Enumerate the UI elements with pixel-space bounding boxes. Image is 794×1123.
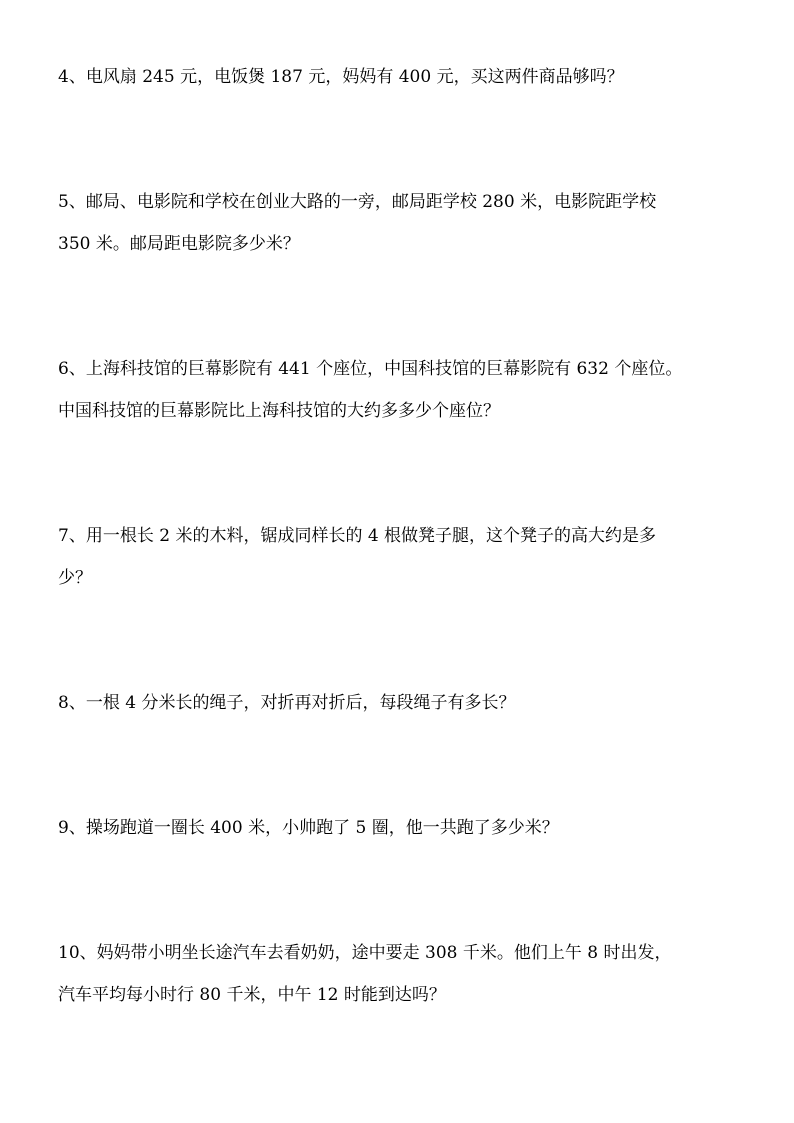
question-9-line-1: 9、操场跑道一圈长 400 米，小帅跑了 5 圈，他一共跑了多少米？: [58, 818, 559, 838]
question-10-line-2: 汽车平均每小时行 80 千米，中午 12 时能到达吗？: [58, 985, 446, 1005]
question-7-line-1: 7、用一根长 2 米的木料，锯成同样长的 4 根做凳子腿，这个凳子的高大约是多: [58, 526, 657, 546]
question-5-line-1: 5、邮局、电影院和学校在创业大路的一旁，邮局距学校 280 米，电影院距学校: [58, 192, 657, 212]
question-4-line-1: 4、电风扇 245 元，电饭煲 187 元，妈妈有 400 元，买这两件商品够吗？: [58, 67, 624, 87]
question-8-line-1: 8、一根 4 分米长的绳子，对折再对折后，每段绳子有多长？: [58, 693, 516, 713]
question-7-line-2: 少？: [58, 568, 92, 588]
question-10-line-1: 10、妈妈带小明坐长途汽车去看奶奶，途中要走 308 千米。他们上午 8 时出发，: [58, 943, 672, 963]
question-6-line-1: 6、上海科技馆的巨幕影院有 441 个座位，中国科技馆的巨幕影院有 632 个座位。: [58, 359, 683, 379]
question-5-line-2: 350 米。邮局距电影院多少米？: [58, 234, 300, 254]
question-6-line-2: 中国科技馆的巨幕影院比上海科技馆的大约多多少个座位？: [58, 401, 500, 421]
